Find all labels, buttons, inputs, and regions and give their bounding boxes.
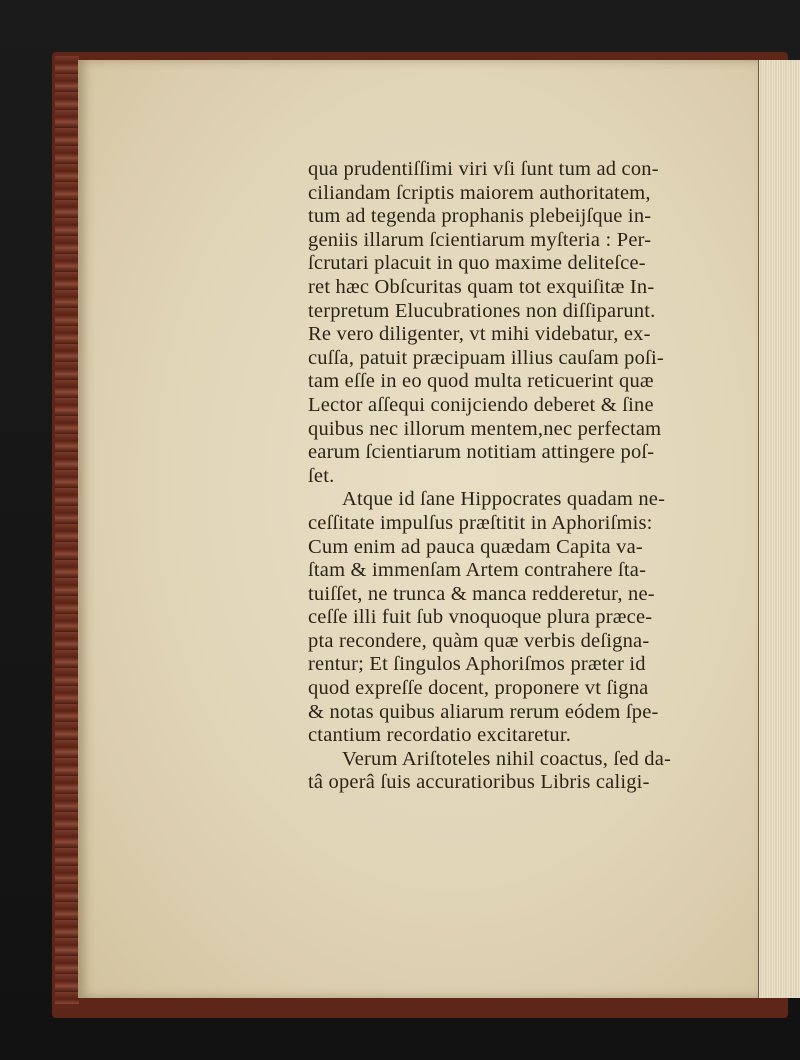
text-line: cuſſa, patuit præcipuam illius cauſam poſi- bbox=[308, 346, 664, 369]
page-text bbox=[308, 158, 728, 795]
text-line: ceſſitate impulſus præſtitit in Aphoriſmis: bbox=[308, 511, 653, 534]
text-line: ſet. bbox=[308, 464, 335, 487]
text-line: Cum enim ad pauca quædam Capita va- bbox=[308, 535, 643, 558]
text-line: tam eſſe in eo quod multa reticuerint quæ bbox=[308, 370, 654, 393]
text-line: Lector aſſequi conijciendo deberet & ſine bbox=[308, 393, 654, 416]
text-line: ceſſe illi fuit ſub vnoquoque plura præce- bbox=[308, 606, 653, 629]
text-line: ciliandam ſcriptis maiorem authoritatem, bbox=[308, 181, 651, 204]
text-line: ſtam & immenſam Artem contrahere ſta- bbox=[308, 559, 647, 582]
text-line: quod expreſſe docent, proponere vt ſigna bbox=[308, 677, 649, 700]
paragraph-start-line: Verum Ariſtoteles nihil coactus, ſed da- bbox=[342, 747, 672, 770]
text-line: pta recondere, quàm quæ verbis deſigna- bbox=[308, 629, 650, 652]
text-line: tuiſſet, ne trunca & manca redderetur, ne- bbox=[308, 582, 655, 605]
text-line: earum ſcientiarum notitiam attingere poſ- bbox=[308, 441, 655, 464]
text-line: terpretum Elucubrationes non diſſiparunt. bbox=[308, 299, 656, 322]
text-line: tâ operâ ſuis accuratioribus Libris caligi- bbox=[308, 771, 650, 794]
paragraph-start-line: Atque id ſane Hippocrates quadam ne- bbox=[342, 488, 666, 511]
text-line: Re vero diligenter, vt mihi videbatur, ex- bbox=[308, 323, 651, 346]
page-edges bbox=[758, 60, 800, 998]
text-line: quibus nec illorum mentem,nec perfectam bbox=[308, 417, 662, 440]
text-line: ſcrutari placuit in quo maxime deliteſce- bbox=[308, 252, 646, 275]
text-line: ctantium recordatio excitaretur. bbox=[308, 724, 572, 747]
text-line: qua prudentiſſimi viri vſi ſunt tum ad con- bbox=[308, 158, 659, 180]
book-spine bbox=[55, 56, 79, 1004]
text-line: tum ad tegenda prophanis plebeijſque in- bbox=[308, 205, 652, 228]
text-line: geniis illarum ſcientiarum myſteria : Per- bbox=[308, 228, 652, 251]
text-line: ret hæc Obſcuritas quam tot exquiſitæ In- bbox=[308, 275, 655, 298]
text-line: & notas quibus aliarum rerum eódem ſpe- bbox=[308, 700, 659, 723]
text-line: rentur; Et ſingulos Aphoriſmos præter id bbox=[308, 653, 646, 676]
